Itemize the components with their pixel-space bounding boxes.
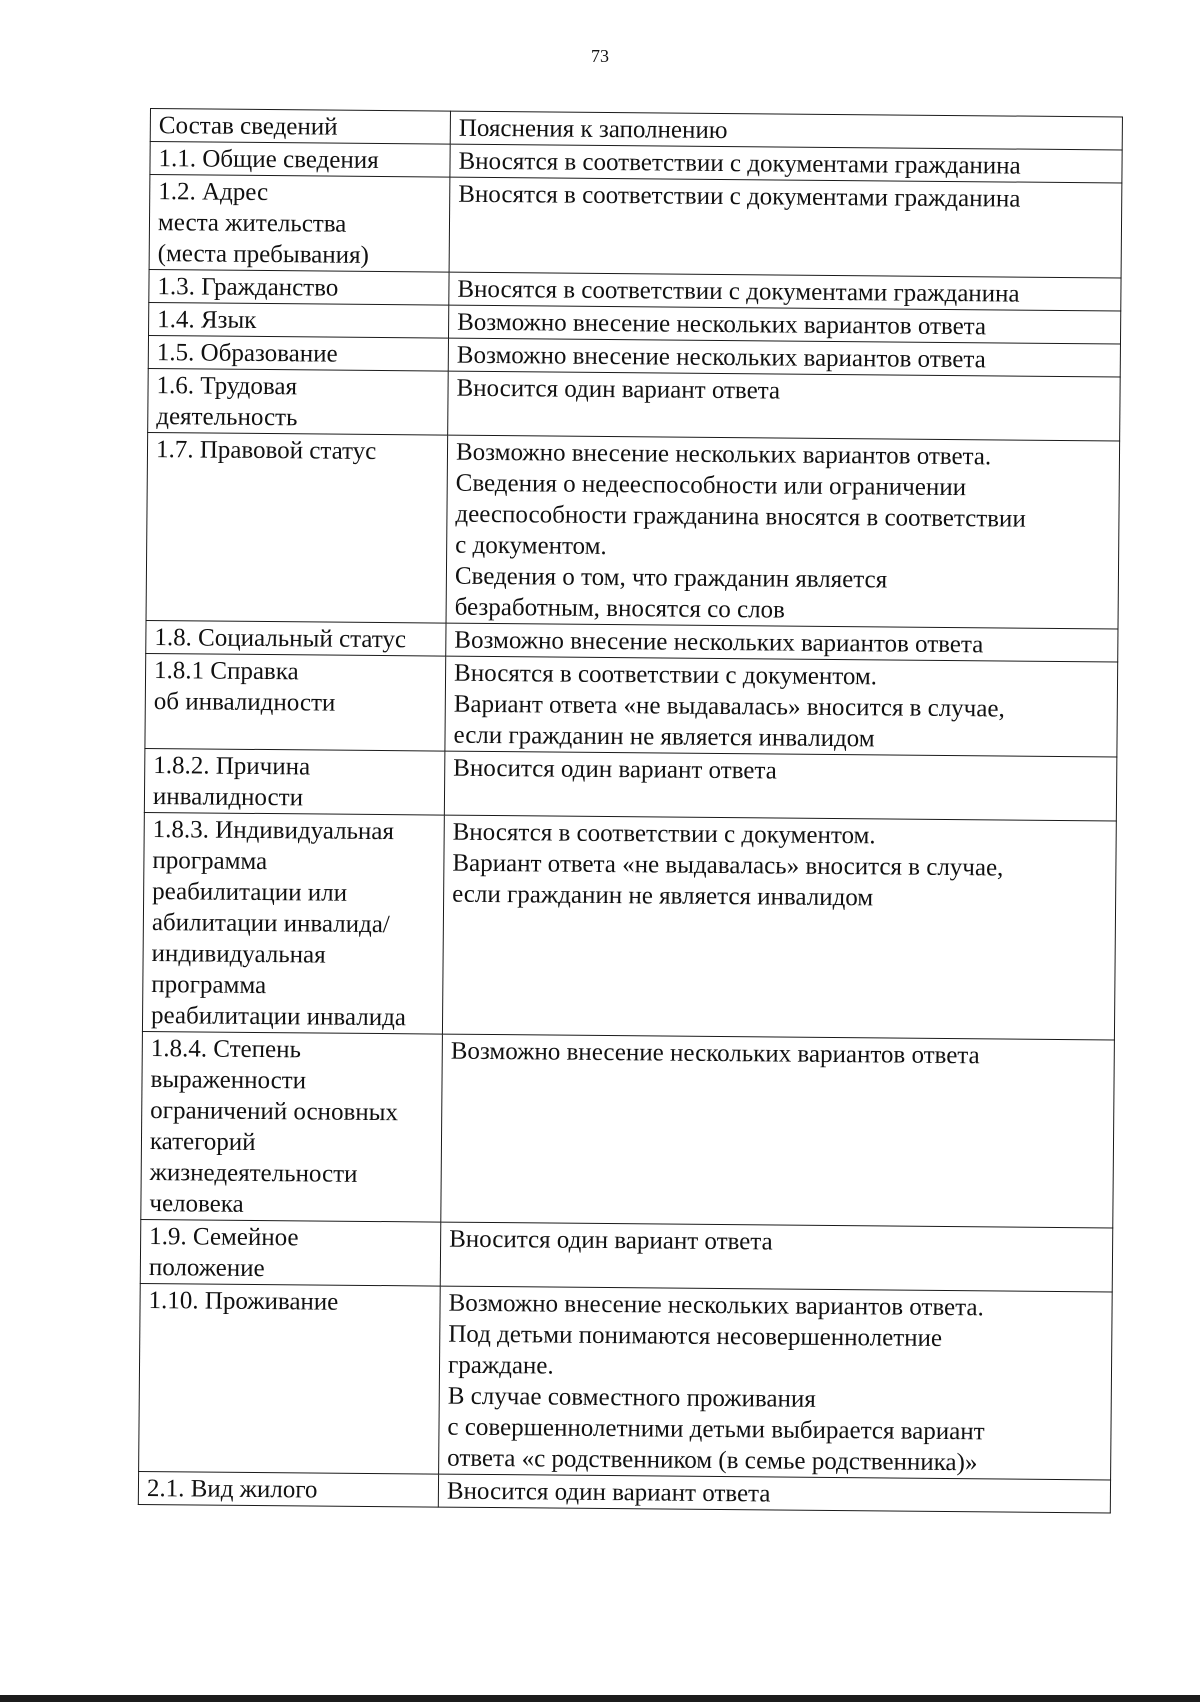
- row-item: 1.8.4. Степень выраженности ограничений основных категорий жизнедеятельности человека: [141, 1031, 443, 1222]
- scan-edge: [0, 1695, 1200, 1702]
- row-item: 1.8.2. Причина инвалидности: [144, 748, 445, 815]
- table-row: [139, 1283, 1113, 1479]
- table-row: [140, 1219, 1113, 1291]
- row-item: 1.5. Образование: [148, 335, 448, 371]
- row-item: 1.2. Адрес места жительства (места пребывания): [149, 175, 450, 273]
- row-item: 1.10. Проживание: [139, 1283, 441, 1474]
- row-explanation: Вносится один вариант ответа: [440, 1222, 1113, 1292]
- row-item: 1.8.3. Индивидуальная программа реабилитации или абилитации инвалида/ индивидуальная программа реабилитации инвалида: [142, 812, 444, 1034]
- column-header-explanations: Пояснения к заполнению: [450, 111, 1122, 150]
- row-item: 2.1. Вид жилого: [138, 1471, 438, 1507]
- table-row: [142, 812, 1116, 1039]
- row-explanation: Вносится один вариант ответа: [448, 371, 1121, 441]
- row-item: 1.4. Язык: [149, 302, 449, 338]
- row-item: 1.9. Семейное положение: [140, 1219, 441, 1286]
- row-explanation: Вносятся в соответствии с документами гражданина: [450, 144, 1122, 183]
- row-item: 1.8.1 Справка об инвалидности: [145, 653, 446, 751]
- row-explanation: Возможно внесение нескольких вариантов ответа. Сведения о недееспособности или ограничении дееспособности гражданина вносятся в соответствии с документом. Сведения о том, что гражданин является безработным, вносятся со слов: [446, 435, 1120, 629]
- column-header-composition: Состав сведений: [150, 109, 450, 145]
- row-item: 1.3. Гражданство: [149, 269, 449, 305]
- table-row: [149, 175, 1122, 278]
- row-explanation: Возможно внесение нескольких вариантов ответа: [446, 623, 1118, 662]
- row-item: 1.1. Общие сведения: [150, 142, 450, 178]
- explanations-table: [138, 108, 1123, 1513]
- row-item: 1.8. Социальный статус: [146, 620, 446, 656]
- row-explanation: Вносятся в соответствии с документом. Вариант ответа «не выдавалась» вносится в случае, если гражданин не является инвалидом: [442, 815, 1116, 1040]
- row-explanation: Возможно внесение нескольких вариантов ответа: [449, 305, 1121, 344]
- row-explanation: Возможно внесение нескольких вариантов ответа: [441, 1034, 1115, 1228]
- table-row: [144, 748, 1117, 820]
- table-row: [148, 368, 1121, 440]
- row-explanation: Возможно внесение нескольких вариантов ответа: [448, 338, 1120, 377]
- table-row: [145, 653, 1118, 756]
- row-explanation: Возможно внесение нескольких вариантов ответа. Под детьми понимаются несовершеннолетние граждане. В случае совместного проживания с совершеннолетними детьми выбирается вариант ответа «с родственником (в семье родственника)»: [439, 1286, 1113, 1480]
- table-row: [141, 1031, 1115, 1227]
- row-explanation: Вносится один вариант ответа: [444, 751, 1117, 821]
- row-explanation: Вносятся в соответствии с документами гражданина: [449, 177, 1122, 278]
- row-explanation: Вносятся в соответствии с документами гражданина: [449, 272, 1121, 311]
- row-item: 1.6. Трудовая деятельность: [148, 368, 449, 435]
- page-number: 73: [591, 46, 609, 66]
- row-explanation: Вносится один вариант ответа: [438, 1474, 1110, 1513]
- row-item: 1.7. Правовой статус: [146, 432, 448, 623]
- row-explanation: Вносятся в соответствии с документом. Вариант ответа «не выдавалась» вносится в случае, если гражданин не является инвалидом: [445, 656, 1118, 757]
- table-row: [146, 432, 1120, 628]
